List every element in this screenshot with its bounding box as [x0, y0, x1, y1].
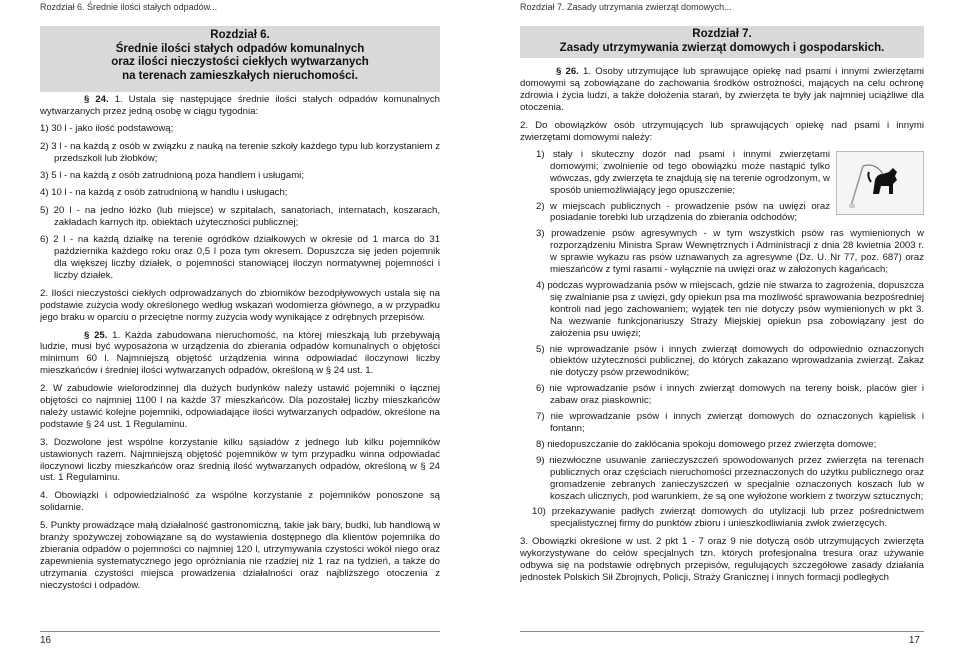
paragraph-s26-p1: [520, 66, 924, 114]
list-item: 1) 30 l - jako ilość podstawową;: [40, 123, 174, 135]
paragraph-s24-p2: 2. Ilości nieczystości ciekłych odprowadzanych do zbiorników bezodpływowych ustala się na podstawie zużycia wody określonego według wskazań wodomierza głównego, a w przypadku jego braku w oparciu o przeciętne normy zużycia wody wynikające z odrębnych przepisów.: [40, 287, 440, 323]
paragraph-s25-p1: [40, 330, 440, 378]
section-number: 26.: [565, 66, 579, 77]
list-item: 4) podczas wyprowadzania psów w miejscach, gdzie nie stwarza to zagrożenia, dopuszcza się zwalnianie psa z uwięzi, gdy opiekun psa ma możliwość sprawowania bezpośredniej kontroli nad jego zachowaniem; wyjątek ten nie dotyczy psów wymienionych w pkt 3. Na wezwanie funkcjonariuszy Straży Miejskiej opiekun psa zobowiązany jest do założenia psu uwięzi;: [536, 280, 924, 339]
paragraph-s26-p3: 3. Obowiązki określone w ust. 2 pkt 1 - 7 oraz 9 nie dotyczą osób utrzymujących zwierzęta wykorzystywane do celów specjalnych tzn. których profesjonalna tresura oraz używanie odbywa się na podstawie odrębnych przepisów, regulujących szczegółowe zasady działania jednostek Polskich Sił Zbrojnych, Policji, Straży Granicznej i innych formacji podległych: [520, 536, 924, 583]
list-item: 6) 2 l - na każdą działkę na terenie ogródków działkowych w okresie od 1 marca do 31 października każdego roku oraz 0,5 l poza tym okresem. Dopuszcza się jeden pojemnik dla większej liczby działek, o pojemności stanowiącej iloczyn normatywnej pojemności i liczby działek.: [40, 234, 440, 281]
paragraph-s25-p3: 3. Dozwolone jest wspólne korzystanie kilku sąsiadów z jednego lub kilku pojemników ustawionych razem. Najmniejszą objętość pojemników w tym przypadku winna odpowiadać iloczynowi liczby mieszkańców oraz średnią ilość wytwarzanych odpadów, określoną w § 24 ust. 1 Regulaminu.: [40, 436, 440, 484]
list-item: 9) niezwłoczne usuwanie zanieczyszczeń spowodowanych przez zwierzęta na terenach publicznych oraz częściach nieruchomości przeznaczonych do użytku publicznego oraz gromadzenie zebranych zanieczyszczeń w specjalnie oznaczonych koszach lub w koszach ulicznych, pod warunkiem, że są one wyłożone workiem z tworzyw sztucznych;: [536, 454, 924, 502]
list-item: 4) 10 l - na każdą z osób zatrudnioną w handlu i usługach;: [40, 187, 288, 199]
s25-p1-text: 1. Każda zabudowana nieruchomość, na której mieszkają lub przebywają ludzie, musi być wyposażona w urządzenia do zbierania odpadów komunalnych o objętości minimum 60 l. Najmniejszą objętość urządzenia winna odpowiadać iloczynowi liczby mieszkańców i średniej ilości wytwarzanych odpadów, określoną w § 24 ust. 1.: [40, 329, 440, 377]
dog-icon: [841, 154, 919, 212]
list-item: 3) 5 l - na każdą z osób zatrudnioną poza handlem i usługami;: [40, 170, 304, 182]
footer-rule: [40, 631, 440, 632]
chapter-title-line: Zasady utrzymywania zwierząt domowych i gospodarskich.: [559, 41, 885, 54]
list-item: 2) w miejscach publicznych - prowadzenie psów na uwięzi oraz posiadanie torebki lub urządzenia do zbierania odchodów;: [536, 200, 830, 224]
right-page-content: [520, 66, 924, 589]
chapter-title-line: na terenach zamieszkałych nieruchomości.: [122, 69, 358, 82]
list-item: 10) przekazywanie padłych zwierząt domowych do utylizacji lub przez pośrednictwem specjalistycznej firmy do punktów zbioru i unieszkodliwiania zwłok zwierzęcych.: [532, 506, 924, 530]
paragraph-s25-p4: 4. Obowiązki i odpowiedzialność za wspólne korzystanie z pojemników ponoszone są solidarnie.: [40, 490, 440, 514]
s24-intro-text: 1. Ustala się następujące średnie ilości stałych odpadów komunalnych wytwarzanych przez jedną osobę w ciągu tygodnia:: [40, 94, 440, 117]
section-sign-26: § 26.: [556, 66, 579, 77]
list-item: 7) nie wprowadzanie psów i innych zwierząt domowych do oznaczonych kąpielisk i fontann;: [536, 411, 924, 434]
s26-p1-text: 1. Osoby utrzymujące lub sprawujące opiekę nad psami i innymi zwierzętami domowymi są zobowiązane do zachowania środków ostrożności, mających na celu ochronę zdrowia i życia ludzi, a także dołożenia starań, by zwierzęta te były jak najmniej uciążliwe dla otoczenia.: [520, 66, 924, 113]
section-sign-24: § 24.: [84, 94, 109, 105]
list-item: 3) prowadzenie psów agresywnych - w tym wszystkich psów ras wymienionych w rozporządzeniu Ministra Spraw Wewnętrznych i Administracji z dnia 28 kwietnia 2003 r. w sprawie wykazu ras psów uznawanych za agresywne (Dz. U. Nr 77, poz. 687) oraz mieszańców z tymi rasami - wyłącznie na uwięzi oraz w założonych kagańcach;: [536, 228, 924, 276]
running-head-left: Rozdział 6. Średnie ilości stałych odpadów...: [40, 2, 218, 12]
paragraph-s24-intro: [40, 94, 440, 118]
list-item: 2) 3 l - na każdą z osób w związku z nauką na terenie szkoły każdego typu lub korzystaniem z przedszkoli lub żłobków;: [40, 140, 440, 164]
page-number-left: 16: [40, 635, 52, 646]
left-page-content: [40, 94, 440, 597]
list-item: 5) nie wprowadzanie psów i innych zwierząt domowych do odpowiednio oznaczonych obiektów użyteczności publicznej, do których zakazano wprowadzania zwierząt. Zakaz nie dotyczy psów przewodników;: [536, 343, 924, 379]
list-item: 8) niedopuszczanie do zakłócania spokoju domowego przez zwierzęta domowe;: [536, 438, 877, 450]
section-number: 24.: [95, 94, 109, 105]
chapter-title-line: oraz ilości nieczystości ciekłych wytwarzanych: [111, 56, 369, 68]
chapter-title-line: Rozdział 7.: [692, 28, 752, 40]
footer-rule: [520, 631, 924, 632]
dog-on-leash-image: [836, 151, 924, 215]
page-number-right: 17: [908, 635, 920, 646]
chapter-7-title-box: [520, 26, 924, 58]
list-item: 1) stały i skuteczny dozór nad psami i innymi zwierzętami domowymi; zwolnienie od tego obowiązku może nastąpić tylko wówczas, gdy zwierzęta te znajdują się na terenie ogrodzonym, w sposób uniemożliwiający jego opuszczenie;: [536, 148, 830, 196]
paragraph-s26-p2: 2. Do obowiązków osób utrzymujących lub sprawujących opiekę nad psami i innymi zwierzętami domowymi należy:: [520, 119, 924, 143]
chapter-title-line: Rozdział 6.: [210, 29, 270, 41]
obligations-list: [520, 149, 924, 530]
paragraph-s25-p2: 2. W zabudowie wielorodzinnej dla dużych budynków należy ustawić pojemniki o łącznej objętości co najmniej 1100 l na każde 37 mieszkańców. Dla pozostałej liczby mieszkańców należy ustawić kolejne pojemniki, odpowiadające ilości wytwarzanych odpadów, określone na podstawie § 24 ust. 1 Regulaminu.: [40, 383, 440, 430]
chapter-title-line: Średnie ilości stałych odpadów komunalnych: [115, 42, 365, 55]
running-head-right: Rozdział 7. Zasady utrzymania zwierząt domowych...: [520, 2, 732, 12]
right-page: [480, 0, 960, 648]
chapter-6-title-box: [40, 26, 440, 92]
list-item: 6) nie wprowadzanie psów i innych zwierząt domowych na tereny boisk, placów gier i zabaw oraz piaskownic;: [536, 383, 924, 407]
section-sign-25: § 25.: [84, 329, 108, 341]
section-number: 25.: [94, 329, 108, 341]
paragraph-s25-p5: 5. Punkty prowadzące małą działalność gastronomiczną, takie jak bary, budki, lub handlową w branży spożywczej zobowiązane są do wystawienia dostępnego dla klientów pojemnika do zbierania odpadów o pojemności co najmniej 120 l, utrzymywania czystości wokół niego oraz zapewnienia systematycznego jego opróżniania nie rzadziej niż 1 raz na tydzień, a także do utrzymania czystości miejsca prowadzenia działalności oraz najbliższego otoczenia z nieczystości i odpadów.: [40, 520, 440, 591]
list-item: 5) 20 l - na jedno łóżko (lub miejsce) w szpitalach, sanatoriach, internatach, koszarach, zakładach karnych itp. obiektach użyteczności publicznej;: [40, 204, 440, 228]
